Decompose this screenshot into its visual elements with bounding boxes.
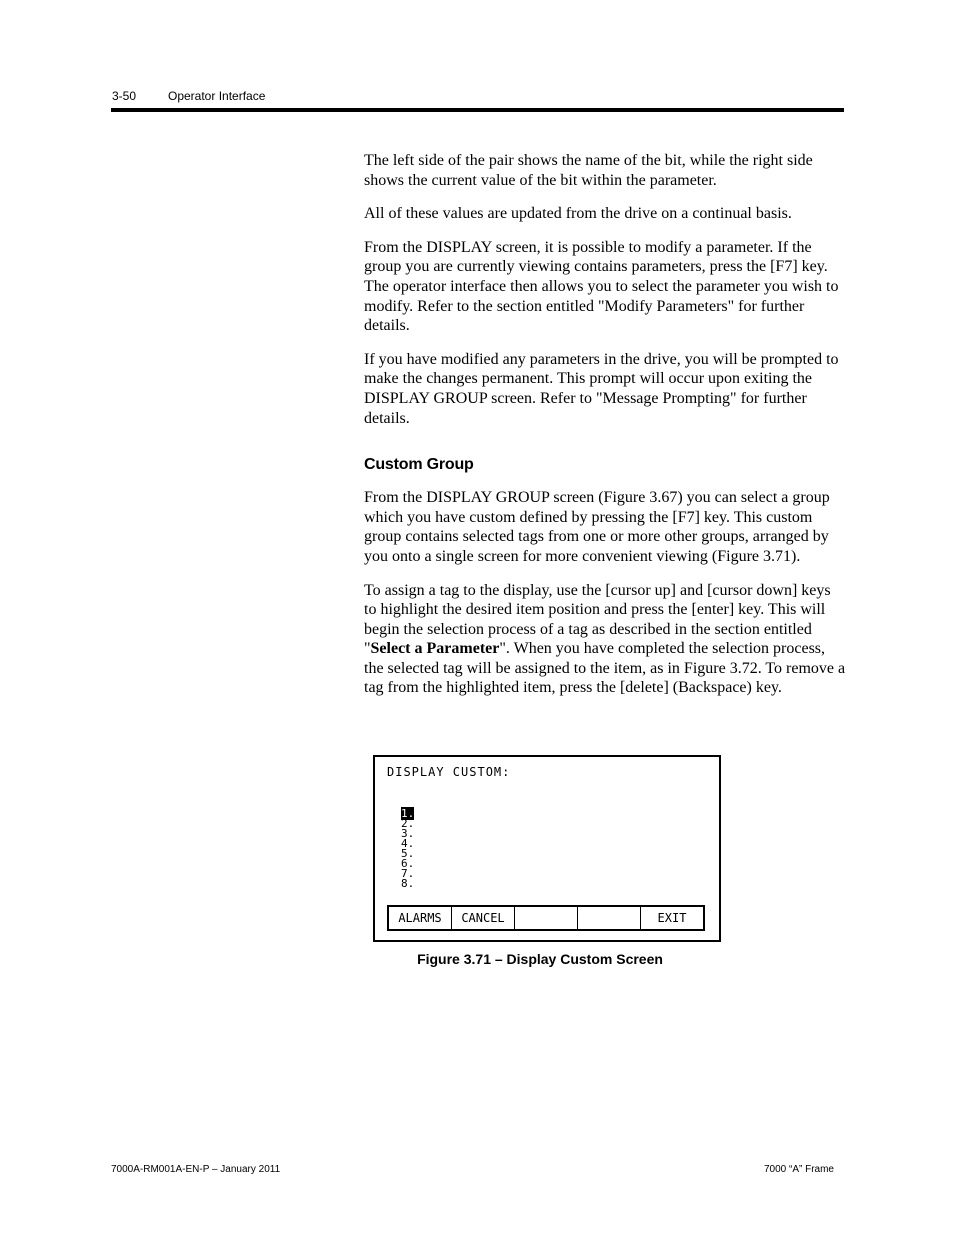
footer-product-name: 7000 “A” Frame xyxy=(763,1164,834,1175)
function-key-bar xyxy=(387,905,705,931)
text-run: To assign a tag to the display, use the [cursor up] and [cursor down] keys to highlight the desired item position and press the [enter] key. This will begin the selection process of a tag as described in the section entitled " xyxy=(364,581,831,658)
cancel-button[interactable]: CANCEL xyxy=(452,907,515,929)
screen-title: DISPLAY CUSTOM: xyxy=(387,765,511,779)
text-run: ". When you have completed the selection process, the selected tag will be assigned to the item, as in Figure 3.72. To remove a tag from the highlighted item, press the [delete] (Backspace) key. xyxy=(364,640,846,697)
item-label: 2. xyxy=(401,817,415,830)
display-custom-screen xyxy=(373,755,721,942)
blank-function-key[interactable] xyxy=(578,907,641,929)
bold-reference: Select a Parameter xyxy=(370,640,500,658)
item-label: 6. xyxy=(401,857,415,870)
item-label: 5. xyxy=(401,847,415,860)
figure-caption: Figure 3.71 – Display Custom Screen xyxy=(417,951,663,967)
paragraph xyxy=(364,581,846,699)
custom-group-heading: Custom Group xyxy=(364,456,474,474)
blank-function-key[interactable] xyxy=(515,907,578,929)
item-label: 4. xyxy=(401,837,415,850)
alarms-button[interactable]: ALARMS xyxy=(389,907,452,929)
body-text xyxy=(364,151,846,712)
paragraph: From the DISPLAY GROUP screen (Figure 3.67) you can select a group which you have custom defined by pressing the [F7] key. This custom group contains selected tags from one or more other groups, arranged by you onto a single screen for more convenient viewing (Figure 3.71). xyxy=(364,489,830,565)
paragraph: All of these values are updated from the drive on a continual basis. xyxy=(364,205,792,223)
paragraph: From the DISPLAY screen, it is possible to modify a parameter. If the group you are currently viewing contains parameters, press the [F7] key. The operator interface then allows you to select the parameter you wish to modify. Refer to the section entitled "Modify Parameters" for further details. xyxy=(364,238,839,335)
item-label: 1. xyxy=(401,807,415,820)
item-list xyxy=(401,809,414,889)
paragraph: The left side of the pair shows the name of the bit, while the right side shows the current value of the bit within the parameter. xyxy=(364,152,813,189)
item-label: 3. xyxy=(401,827,415,840)
footer-document-id: 7000A-RM001A-EN-P – January 2011 xyxy=(111,1164,281,1175)
item-label: 7. xyxy=(401,867,415,880)
section-title: Operator Interface xyxy=(168,89,266,103)
page-number: 3-50 xyxy=(112,89,137,103)
paragraph: If you have modified any parameters in the drive, you will be prompted to make the changes permanent. This prompt will occur upon exiting the DISPLAY GROUP screen. Refer to "Message Prompting" for further details. xyxy=(364,350,839,427)
page-header xyxy=(111,88,844,112)
item-label: 8. xyxy=(401,877,415,890)
list-item[interactable] xyxy=(401,879,414,889)
exit-button[interactable]: EXIT xyxy=(657,911,687,925)
